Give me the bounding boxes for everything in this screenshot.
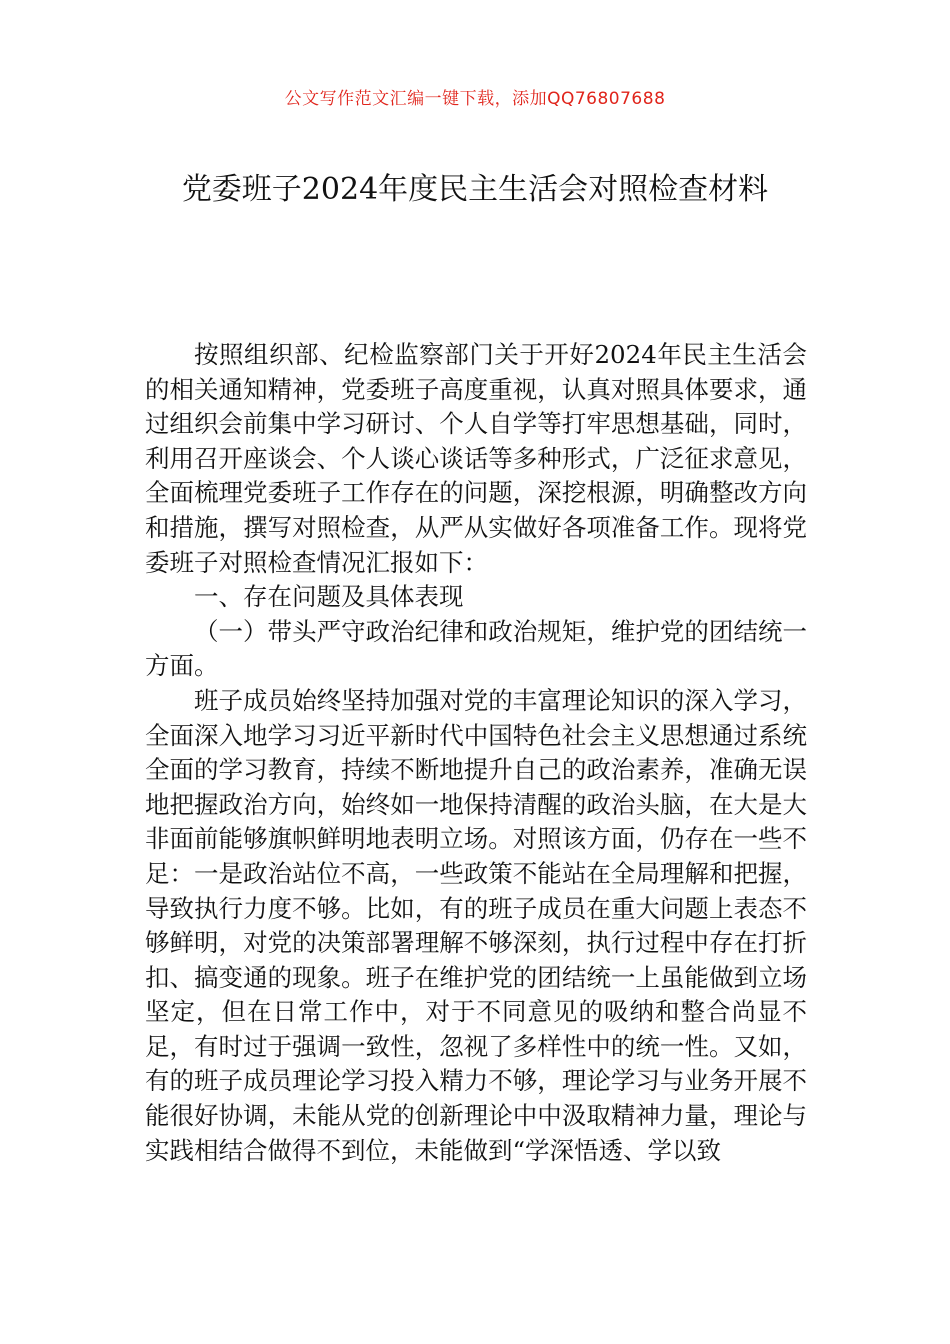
section-heading: 一、存在问题及具体表现: [194, 582, 464, 612]
document-title: 党委班子2024年度民主生活会对照检查材料: [181, 172, 769, 207]
promo-banner[interactable]: 公文写作范文汇编一键下载，添加QQ76807688: [284, 89, 666, 109]
document-body: [145, 338, 807, 1168]
subsection-heading: （一）带头严守政治纪律和政治规矩，维护党的团结统一方面。: [145, 616, 807, 681]
intro-paragraph: 按照组织部、纪检监察部门关于开好2024年民主生活会的相关通知精神，党委班子高度重视，认真对照具体要求，通过组织会前集中学习研讨、个人自学等打牢思想基础，同时，利用召开座谈会、个人谈心谈话等多种形式，广泛征求意见，全面梳理党委班子工作存在的问题，深挖根源，明确整改方向和措施，撰写对照检查，从严从实做好各项准备工作。现将党委班子对照检查情况汇报如下：: [145, 340, 807, 577]
body-paragraph: 班子成员始终坚持加强对党的丰富理论知识的深入学习，全面深入地学习习近平新时代中国特色社会主义思想通过系统全面的学习教育，持续不断地提升自己的政治素养，准确无误地把握政治方向，始终如一地保持清醒的政治头脑，在大是大非面前能够旗帜鲜明地表明立场。对照该方面，仍存在一些不足：一是政治站位不高，一些政策不能站在全局理解和把握，导致执行力度不够。比如，有的班子成员在重大问题上表态不够鲜明，对党的决策部署理解不够深刻，执行过程中存在打折扣、搞变通的现象。班子在维护党的团结统一上虽能做到立场坚定，但在日常工作中，对于不同意见的吸纳和整合尚显不足，有时过于强调一致性，忽视了多样性中的统一性。又如，有的班子成员理论学习投入精力不够，理论学习与业务开展不能很好协调，未能从党的创新理论中中汲取精神力量，理论与实践相结合做得不到位，未能做到“学深悟透、学以致: [145, 685, 807, 1165]
